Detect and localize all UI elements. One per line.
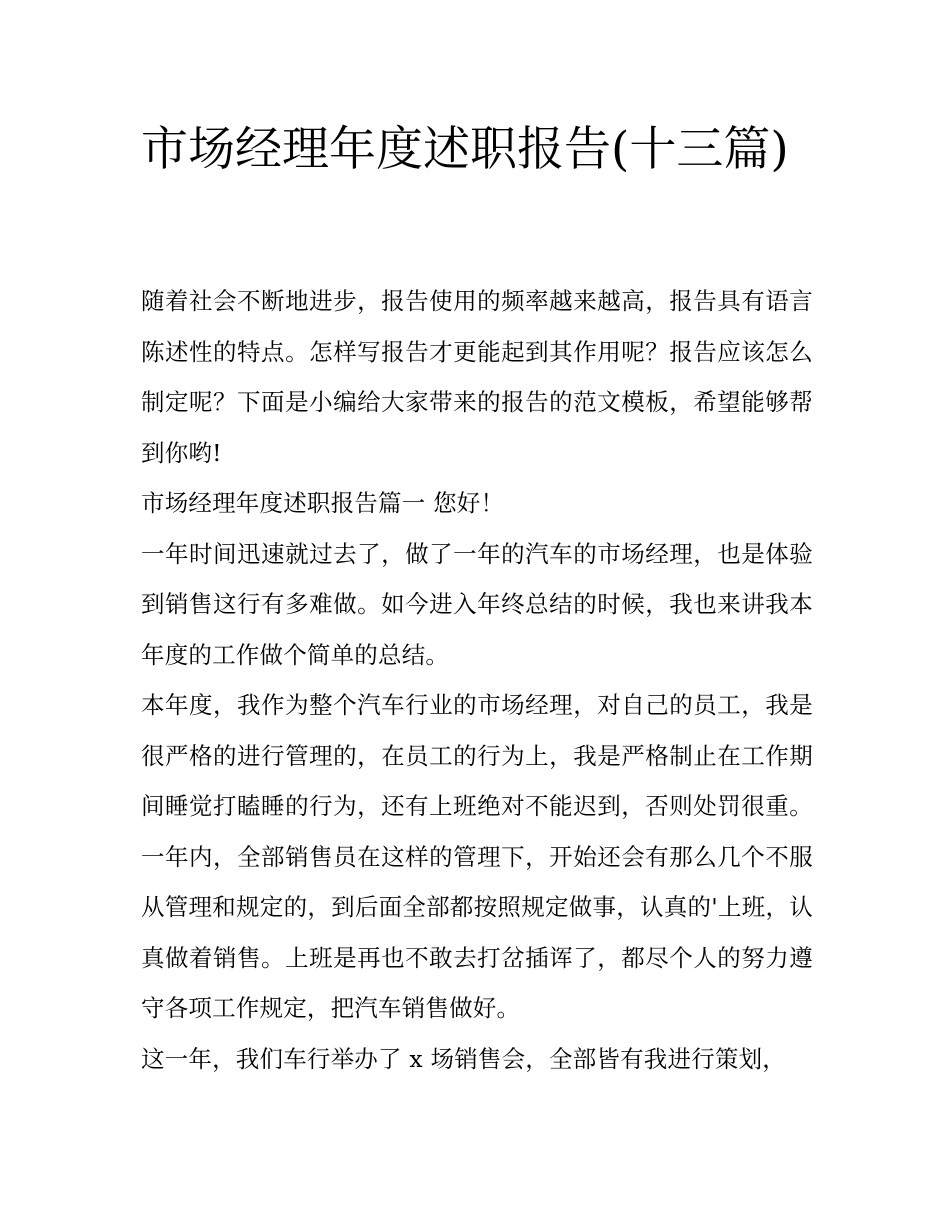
paragraph-year-summary: 一年时间迅速就过去了，做了一年的汽车的市场经理，也是体验到销售这行有多难做。如今进入年终总结的时候，我也来讲我本年度的工作做个简单的总结。 — [141, 539, 813, 669]
paragraph-heading-chapter-one: 市场经理年度述职报告篇一 您好！ — [141, 489, 505, 517]
document-title: 市场经理年度述职报告(十三篇) — [141, 122, 789, 177]
document-body — [141, 276, 813, 1084]
paragraph-intro: 随着社会不断地进步，报告使用的频率越来越高，报告具有语言陈述性的特点。怎样写报告才更能起到其作用呢？报告应该怎么制定呢？下面是小编给大家带来的报告的范文模板，希望能够帮到你哟! — [141, 287, 813, 467]
paragraph-management: 本年度，我作为整个汽车行业的市场经理，对自己的员工，我是很严格的进行管理的，在员工的行为上，我是严格制止在工作期间睡觉打瞌睡的行为，还有上班绝对不能迟到，否则处罚很重。一年内，全部销售员在这样的管理下，开始还会有那么几个不服从管理和规定的，到后面全部都按照规定做事，认真的'上班，认真做着销售。上班是再也不敢去打岔插诨了，都尽个人的努力遵守各项工作规定，把汽车销售做好。 — [141, 691, 813, 1022]
paragraph-sales-events: 这一年，我们车行举办了 x 场销售会，全部皆有我进行策划， — [141, 1044, 786, 1073]
